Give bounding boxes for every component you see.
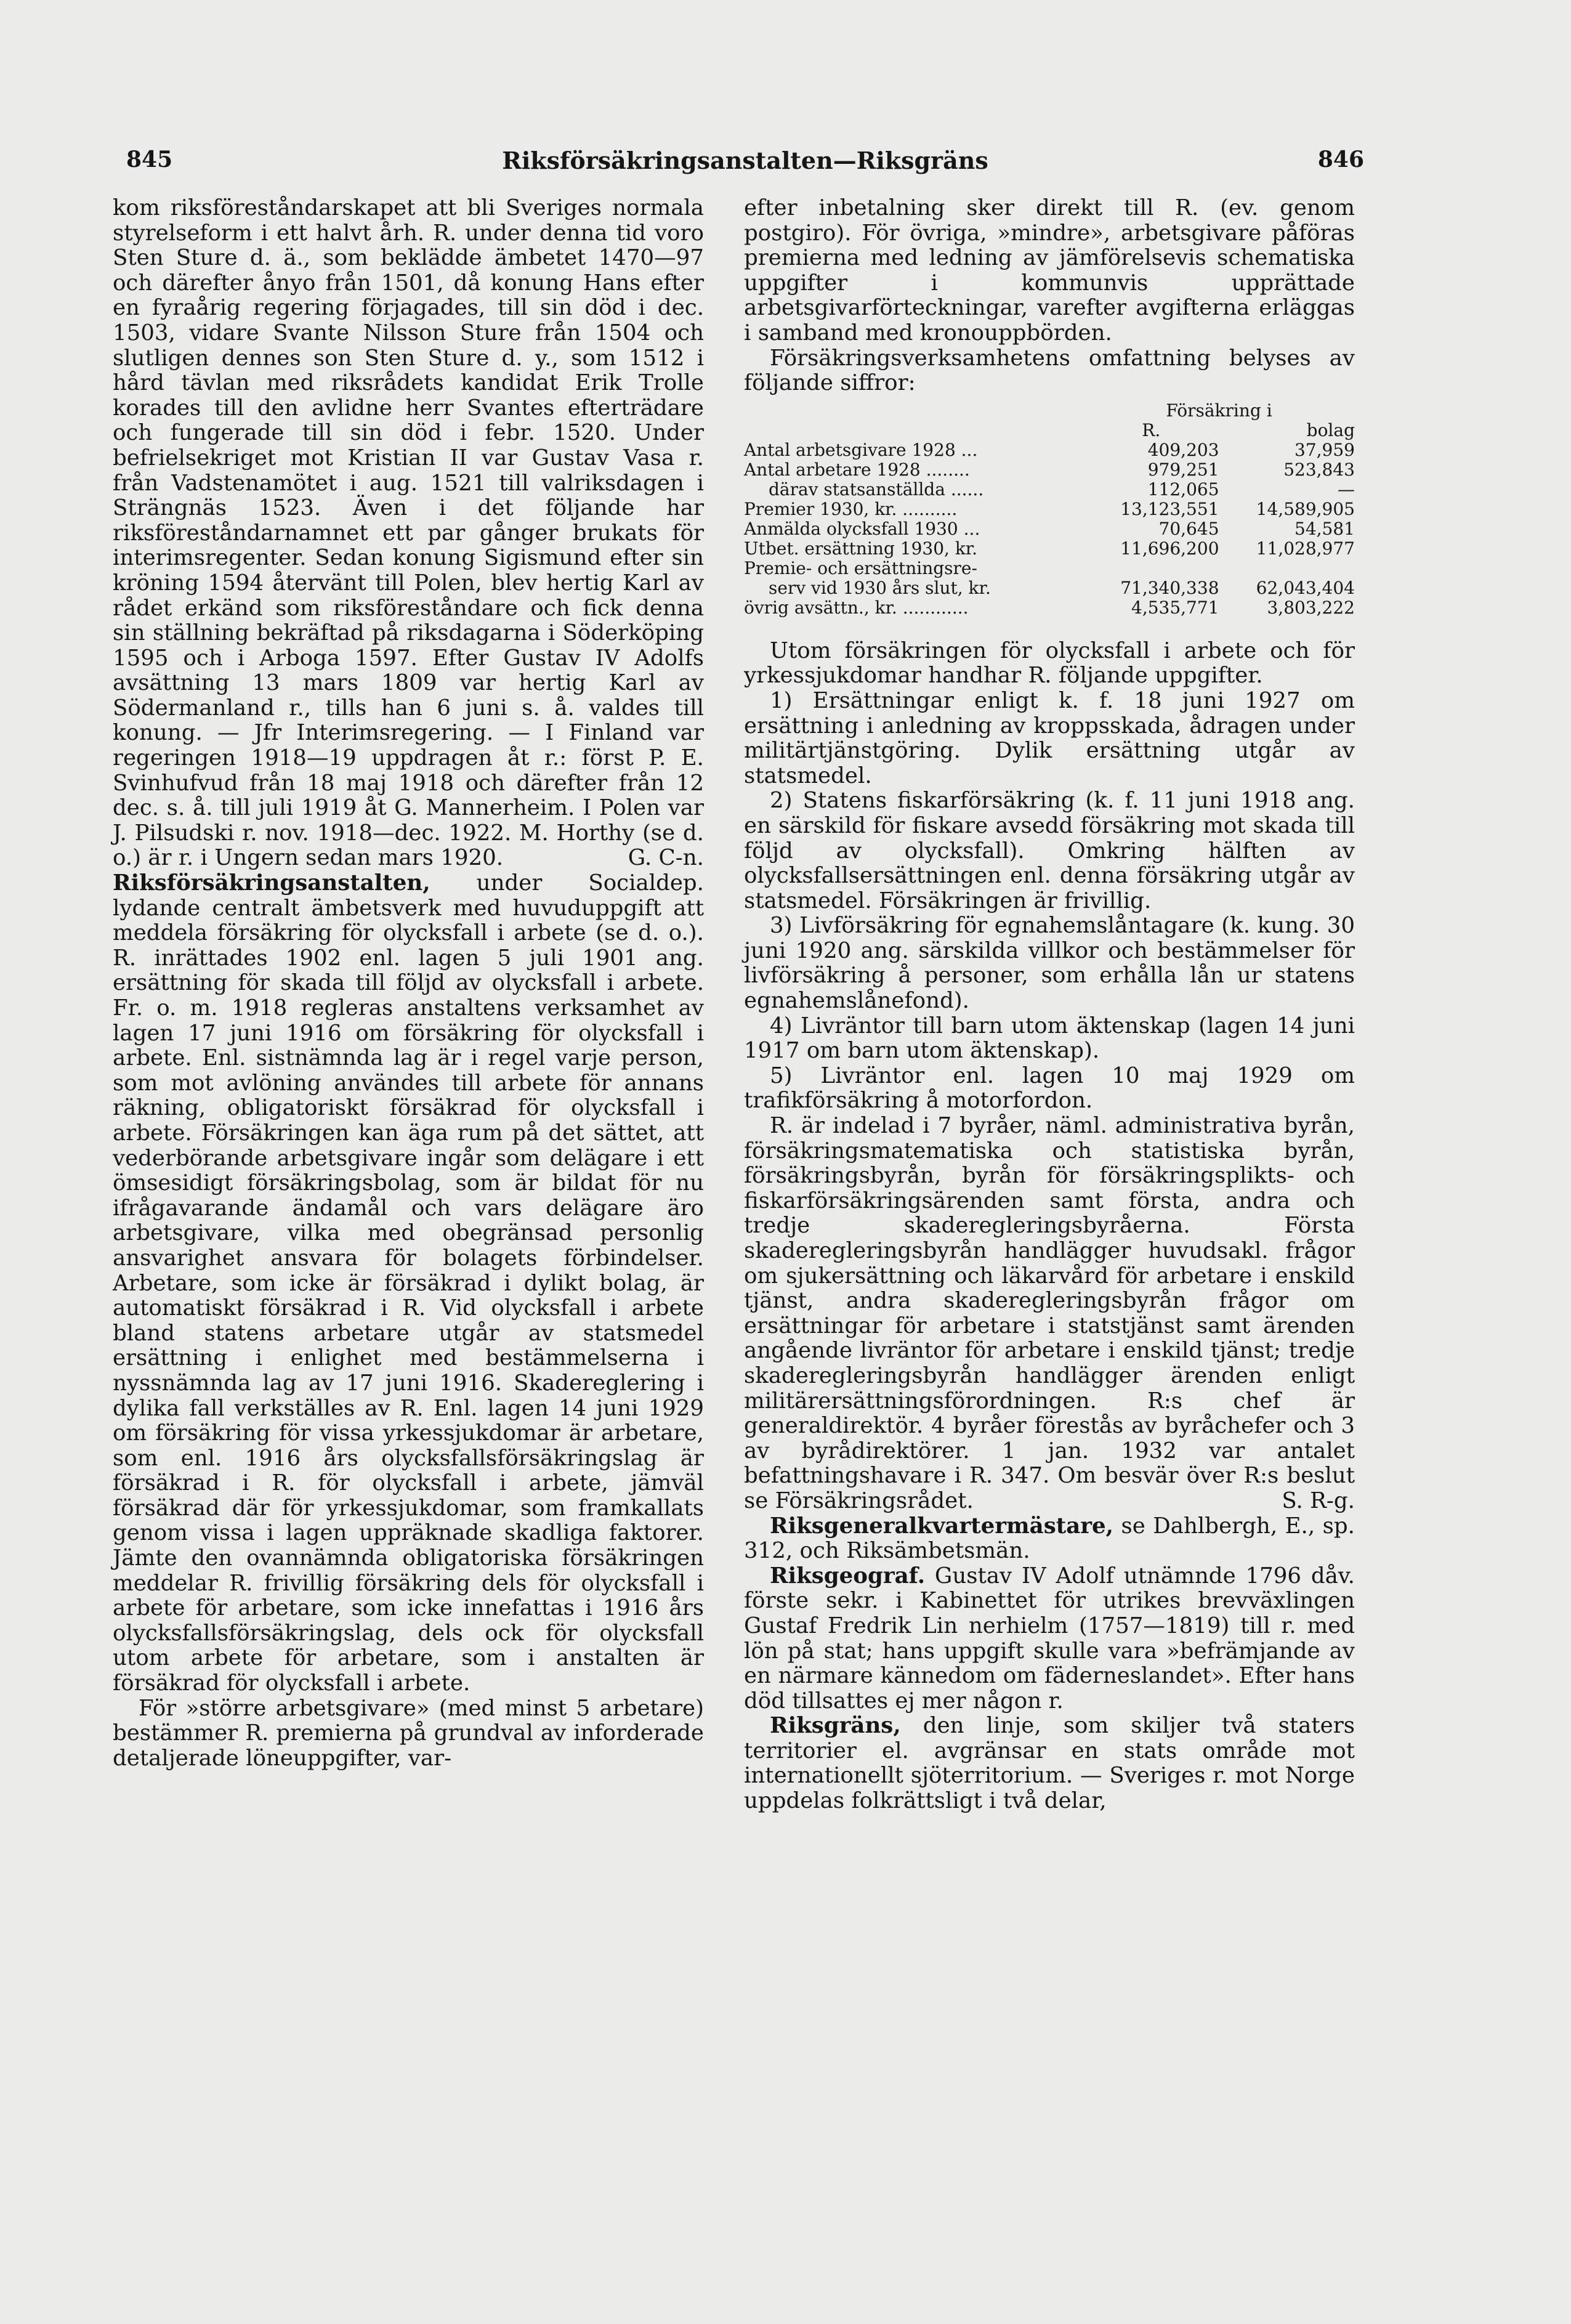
table-row [744, 559, 1355, 578]
entry-text: se Dahlbergh, E., sp. 312, och Riksämbetsmän. [744, 1513, 1355, 1564]
right-column [744, 196, 1355, 1814]
row-label: Anmälda olycksfall 1930 ... [744, 518, 980, 539]
value-bolag: — [1338, 479, 1355, 500]
table-row [744, 578, 1355, 598]
row-label: Premie- och ersättningsre- [744, 557, 977, 578]
entry-headword: Riksgeograf. [770, 1563, 926, 1589]
paragraph: 1) Ersättningar enligt k. f. 18 juni 1927 om ersättning i anledning av kroppsskada, ådragen under militärtjänstgöring. Dylik ersättning utgår av statsmedel. [744, 687, 1355, 788]
statistics-table [744, 401, 1355, 618]
table-row [744, 460, 1355, 480]
paragraph: Utom försäkringen för olycksfall i arbete och för yrkessjukdomar handhar R. följande uppgifter. [744, 638, 1355, 689]
value-bolag: 62,043,404 [1256, 577, 1355, 598]
row-label: serv vid 1930 års slut, kr. [769, 577, 991, 598]
paragraph: 5) Livräntor enl. lagen 10 maj 1929 om trafikförsäkring å motorfordon. [744, 1063, 1355, 1114]
entry-headword: Riksgräns, [770, 1713, 901, 1739]
entry-riksgeneralkvartermastare [744, 1514, 1355, 1564]
table-column-header: R. [1142, 419, 1161, 440]
table-row [744, 539, 1355, 559]
table-row [744, 480, 1355, 500]
entry-text: under Socialdep. lydande centralt ämbetsverk med huvuduppgift att meddela försäkring för olycksfall i arbete (se d. o.). R. inrättades 1902 enl. lagen 5 juli 1901 ang. ersättning för skada till följd av olycksfall i arbete. Fr. o. m. 1918 regleras anstaltens verksamhet av lagen 17 juni 1916 om försäkring för olycksfall i arbete. Enl. sistnämnda lag är i regel varje person, som mot avlöning användes till arbete för annans räkning, obligatoriskt försäkrad för olycksfall i arbete. Försäkringen kan äga rum på det sättet, att vederbörande arbetsgivare ingår som delägare i ett ömsesidigt försäkringsbolag, som är bildat för nu ifrågavarande ändamål och vars delägare äro arbetsgivare, vilka med obegränsad personlig ansvarighet ansvara för bolagets förbindelser. Arbetare, som icke är försäkrad i dylikt bolag, är automatiskt försäkrad i R. Vid olycksfall i arbete bland statens arbetare utgår av statsmedel ersättning i enlighet med bestämmelserna i nyssnämnda lag av 17 juni 1916. Skadereglering i dylika fall verkställes av R. Enl. lagen 14 juni 1929 om försäkring för vissa yrkessjukdomar är arbetare, som enl. 1916 års olycksfallsförsäkringslag är försäkrad i R. för olycksfall i arbete, jämväl försäkrad där för yrkessjukdomar, som framkallats genom vissa i lagen uppräknade skadliga faktorer. Jämte den ovannämnda obligatoriska försäkringen meddelar R. frivillig försäkring dels för olycksfall i arbete för arbetare, som icke innefattas i 1916 års olycksfallsförsäkringslag, dels ock för olycksfall utom arbete för arbetare, som i anstalten är försäkrad för olycksfall i arbete. [113, 870, 704, 1696]
value-riksforsakringsanstalten: 71,340,338 [1120, 577, 1219, 598]
paragraph [113, 1696, 704, 1771]
row-label: Premier 1930, kr. .......... [744, 498, 958, 519]
entry-riksgeograf [744, 1564, 1355, 1714]
row-label: Utbet. ersättning 1930, kr. [744, 538, 977, 559]
paragraph: efter inbetalning sker direkt till R. (ev. genom postgiro). För övriga, »mindre», arbetsgivare påföras premierna med ledning av jämförelsevis schematiska uppgifter i kommunvis upprättade arbetsgivarförteckningar, varefter avgifterna erläggas i samband med kronouppbörden. [744, 195, 1355, 346]
page-header [126, 147, 1364, 184]
table-row [744, 598, 1355, 618]
value-riksforsakringsanstalten: 70,645 [1158, 518, 1219, 539]
value-riksforsakringsanstalten: 112,065 [1147, 479, 1219, 500]
value-bolag [1219, 559, 1355, 578]
paragraph: Försäkringsverksamhetens omfattning belyses av följande siffror: [744, 345, 1355, 396]
value-bolag: 37,959 [1294, 439, 1355, 460]
value-riksforsakringsanstalten: 409,203 [1147, 439, 1219, 460]
entry-headword: Riksförsäkringsanstalten, [113, 870, 430, 896]
value-bolag: 11,028,977 [1256, 538, 1355, 559]
author-signature: G. C-n. [628, 845, 704, 871]
table-column-header: bolag [1306, 419, 1355, 440]
value-riksforsakringsanstalten: 11,696,200 [1120, 538, 1219, 559]
entry-text: Gustav IV Adolf utnämnde 1796 dåv. förste sekr. i Kabinettet för utrikes brevväxlingen Gustaf Fredrik Lin nerhielm (1757—1819) till r. med lön på stat; hans uppgift skulle vara »befrämjande av en närmare kännedom om fäderneslandet». Efter hans död tillsattes ej mer någon r. [744, 1563, 1355, 1714]
paragraph-text: R. är indelad i 7 byråer, näml. administrativa byrån, försäkringsmatematiska och statistiska byrån, försäkringsbyrån, byrån för försäkringsplikts- och fiskarförsäkringsärenden samt första, andra och tredje skaderegleringsbyråerna. Första skaderegleringsbyrån handlägger huvudsakl. frågor om sjukersättning och läkarvård för arbetare i enskild tjänst, andra skaderegleringsbyrån frågor om ersättningar för arbetare i statstjänst samt ärenden angående livräntor för arbetare i enskild tjänst; tredje skaderegleringsbyrån handlägger ärenden enligt militärersättningsförordningen. R:s chef är generaldirektör. 4 byråer förestås av byråchefer och 3 av byrådirektörer. 1 jan. 1932 var antalet befattningshavare i R. 347. Om besvär över R:s beslut se Försäkringsrådet. [744, 1113, 1355, 1513]
value-bolag: 3,803,222 [1267, 597, 1355, 618]
value-bolag: 54,581 [1294, 518, 1355, 539]
row-label: därav statsanställda ...... [769, 479, 984, 500]
paragraph: 4) Livräntor till barn utom äktenskap (lagen 14 juni 1917 om barn utom äktenskap). [744, 1013, 1355, 1064]
value-bolag: 523,843 [1283, 459, 1355, 480]
entry-headword: Riksgeneralkvartermästare, [770, 1513, 1114, 1539]
table-row [744, 440, 1355, 460]
paragraph-text: kom riksföreståndarskapet att bli Sveriges normala styrelseform i ett halvt årh. R. under denna tid voro Sten Sture d. ä., som beklädde ämbetet 1470—97 och därefter ånyo från 1501, då konung Hans efter en fyraårig regering förjagades, till sin död i dec. 1503, vidare Svante Nilsson Sture från 1504 och slutligen dennes son Sten Sture d. y., som 1512 i hård tävlan med riksrådets kandidat Erik Trolle korades till den avlidne herr Svantes efterträdare och fungerade till sin död i febr. 1520. Under befrielsekriget mot Kristian II var Gustav Vasa r. från Vadstenamötet i aug. 1521 till valriksdagen i Strängnäs 1523. Även i det följande har riksföreståndarnamnet ett par gånger brukats för interimsregenter. Sedan konung Sigismund efter sin kröning 1594 återvänt till Polen, blev hertig Karl av rådet erkänd som riksföreståndare och fick denna sin ställning bekräftad på riksdagarna i Söderköping 1595 och i Arboga 1597. Efter Gustav IV Adolfs avsättning 13 mars 1809 var hertig Karl av Södermanland r., tills han 6 juni s. å. valdes till konung. — Jfr Interimsregering. — I Finland var regeringen 1918—19 uppdragen åt r.: först P. E. Svinhufvud från 18 maj 1918 och därefter från 12 dec. s. å. till juli 1919 åt G. Mannerheim. I Polen var J. Pilsudski r. nov. 1918—dec. 1922. M. Horthy (se d. o.) är r. i Ungern sedan mars 1920. [113, 195, 704, 871]
table-row [744, 500, 1355, 519]
row-label: Antal arbetsgivare 1928 ... [744, 439, 978, 460]
entry-continuation-paragraph [113, 196, 704, 871]
value-riksforsakringsanstalten: 4,535,771 [1131, 597, 1219, 618]
paragraph [744, 1114, 1355, 1514]
value-riksforsakringsanstalten: 979,251 [1147, 459, 1219, 480]
paragraph: 3) Livförsäkring för egnahemslåntagare (k. kung. 30 juni 1920 ang. särskilda villkor och bestämmelser för livförsäkring å personer, som erhålla lån ur statens egnahemslånefond). [744, 913, 1355, 1014]
value-riksforsakringsanstalten: 13,123,551 [1120, 498, 1219, 519]
value-riksforsakringsanstalten [1083, 559, 1219, 578]
table-group-header: Försäkring i [1166, 400, 1272, 421]
table-row [744, 519, 1355, 539]
entry-text: den linje, som skiljer två staters territorier el. avgränsar en stats område mot internationellt sjöterritorium. — Sveriges r. mot Norge uppdelas folkrättsligt i två delar, [744, 1713, 1355, 1814]
author-signature: S. R-g. [1282, 1488, 1355, 1513]
left-column [113, 196, 704, 1771]
value-bolag: 14,589,905 [1256, 498, 1355, 519]
paragraph: 2) Statens fiskarförsäkring (k. f. 11 juni 1918 ang. en särskild för fiskare avsedd försäkring mot skada till följd av olycksfall). Omkring hälften av olycksfallsersättningen enl. denna försäkring utgår av statsmedel. Försäkringen är frivillig. [744, 788, 1355, 913]
page-number-left: 845 [126, 147, 173, 172]
page-number-right: 846 [1317, 147, 1364, 172]
running-title: Riksförsäkringsanstalten—Riksgräns [502, 147, 988, 174]
entry-riksgrans [744, 1714, 1355, 1813]
row-label: Antal arbetare 1928 ........ [744, 459, 970, 480]
paragraph-text: För »större arbetsgivare» (med minst 5 arbetare) bestämmer R. premierna på grundval av inforderade detaljerade löneuppgifter, var- [113, 1695, 704, 1771]
entry-riksforsakringsanstalten [113, 871, 704, 1696]
row-label: övrig avsättn., kr. ............ [744, 597, 969, 618]
